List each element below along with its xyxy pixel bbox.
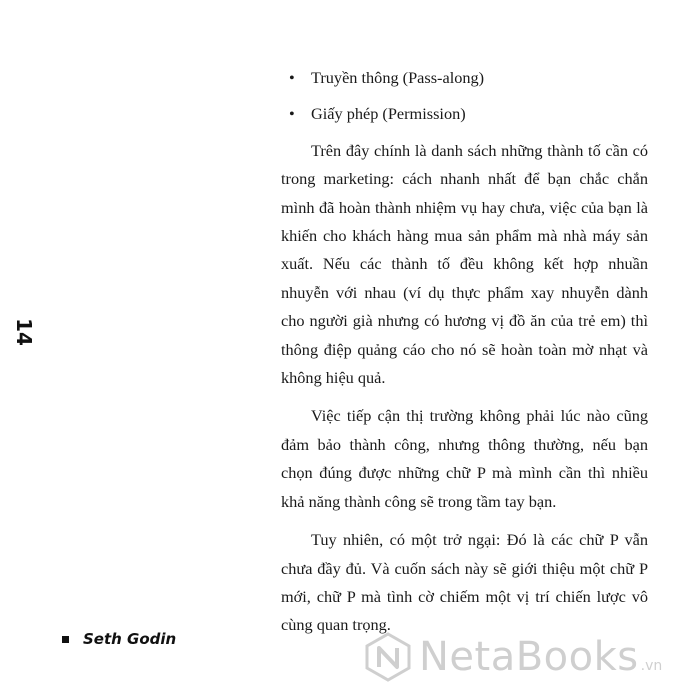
watermark [363, 632, 662, 682]
paragraph: Trên đây chính là danh sách những thành tố cần có trong marketing: cách nhanh nhất để bạn chắc chắn mình đã hoàn thành nhiệm vụ hay chưa, việc của bạn là khiến cho khách hàng mua sản phẩm mà nhà máy sản xuất. Nếu các thành tố đều không kết hợp nhuần nhuyễn với nhau (ví dụ thực phẩm xay nhuyễn dành cho người già nhưng có hương vị đồ ăn của trẻ em) thì thông điệp quảng cáo cho nó sẽ hoàn toàn mờ nhạt và không hiệu quả. [281, 140, 648, 388]
bullet-text: Giấy phép (Permission) [311, 104, 466, 124]
bullet-list [281, 64, 648, 129]
bullet-text: Truyền thông (Pass-along) [311, 68, 485, 87]
bullet-item [281, 100, 648, 128]
bullet-dot-icon: • [289, 68, 295, 87]
square-bullet-icon [62, 636, 69, 643]
watermark-brand: NetaBooks [419, 634, 639, 680]
paragraph: Tuy nhiên, có một trở ngại: Đó là các chữ P vẫn chưa đầy đủ. Và cuốn sách này sẽ giới thiệu một chữ P mới, chữ P mà tình cờ chiếm một vị trí chiến lược vô cùng quan trọng. [281, 530, 648, 635]
page-number: 14 [12, 318, 36, 346]
paragraph: Việc tiếp cận thị trường không phải lúc nào cũng đảm bảo thành công, nhưng thông thường, nếu bạn chọn đúng được những chữ P mà mình cần thì nhiều khả năng thành công sẽ trong tầm tay bạn. [281, 406, 648, 511]
author-name: Seth Godin [83, 630, 177, 648]
page-body [281, 64, 648, 640]
running-footer [62, 630, 176, 648]
bullet-item [281, 64, 648, 92]
netabooks-logo-icon [363, 632, 413, 682]
watermark-suffix: .vn [640, 658, 663, 674]
bullet-dot-icon: • [289, 104, 295, 124]
